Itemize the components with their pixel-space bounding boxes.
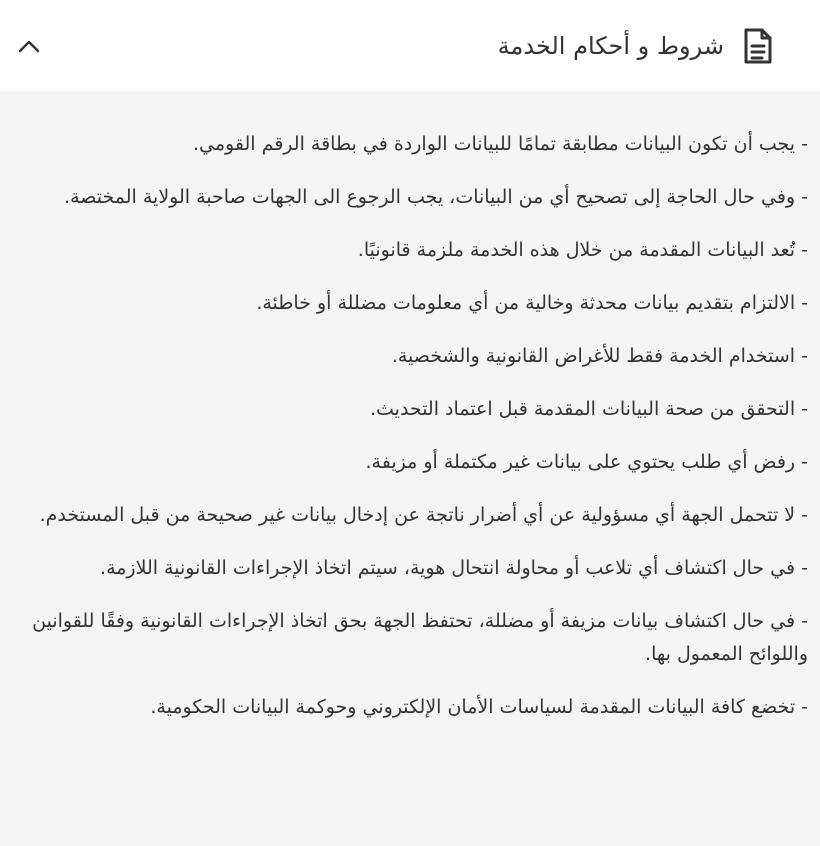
page-title: شروط و أحكام الخدمة: [497, 31, 724, 60]
terms-list: [12, 128, 808, 724]
terms-list-item: - استخدام الخدمة فقط للأغراض القانونية والشخصية.: [391, 345, 808, 367]
accordion-content: [0, 91, 820, 724]
collapse-button[interactable]: [14, 31, 44, 61]
terms-list-item: - الالتزام بتقديم بيانات محدثة وخالية من أي معلومات مضللة أو خاطئة.: [256, 292, 808, 314]
header-title-group: [498, 26, 774, 66]
terms-list-item: - في حال اكتشاف أي تلاعب أو محاولة انتحال هوية، سيتم اتخاذ الإجراءات القانونية اللازمة.: [100, 557, 808, 579]
terms-list-item: - في حال اكتشاف بيانات مزيفة أو مضللة، تحتفظ الجهة بحق اتخاذ الإجراءات القانونية وفقًا للقوانين واللوائح المعمول بها.: [32, 610, 808, 665]
accordion-header[interactable]: [0, 0, 820, 91]
terms-list-item: - رفض أي طلب يحتوي على بيانات غير مكتملة أو مزيفة.: [365, 451, 808, 473]
terms-list-item: - يجب أن تكون البيانات مطابقة تمامًا للبيانات الواردة في بطاقة الرقم القومي.: [192, 133, 808, 155]
terms-list-item: - التحقق من صحة البيانات المقدمة قبل اعتماد التحديث.: [369, 398, 808, 420]
terms-list-item: - تخضع كافة البيانات المقدمة لسياسات الأمان الإلكتروني وحوكمة البيانات الحكومية.: [150, 696, 808, 718]
terms-list-item: - لا تتحمل الجهة أي مسؤولية عن أي أضرار ناتجة عن إدخال بيانات غير صحيحة من قبل المستخدم.: [39, 504, 808, 526]
terms-list-item: - وفي حال الحاجة إلى تصحيح أي من البيانات، يجب الرجوع الى الجهات صاحبة الولاية المختصة.: [64, 186, 808, 208]
terms-list-item: - تُعد البيانات المقدمة من خلال هذه الخدمة ملزمة قانونيًا.: [357, 239, 808, 261]
chevron-up-icon: [17, 38, 41, 54]
document-icon: [742, 26, 774, 66]
